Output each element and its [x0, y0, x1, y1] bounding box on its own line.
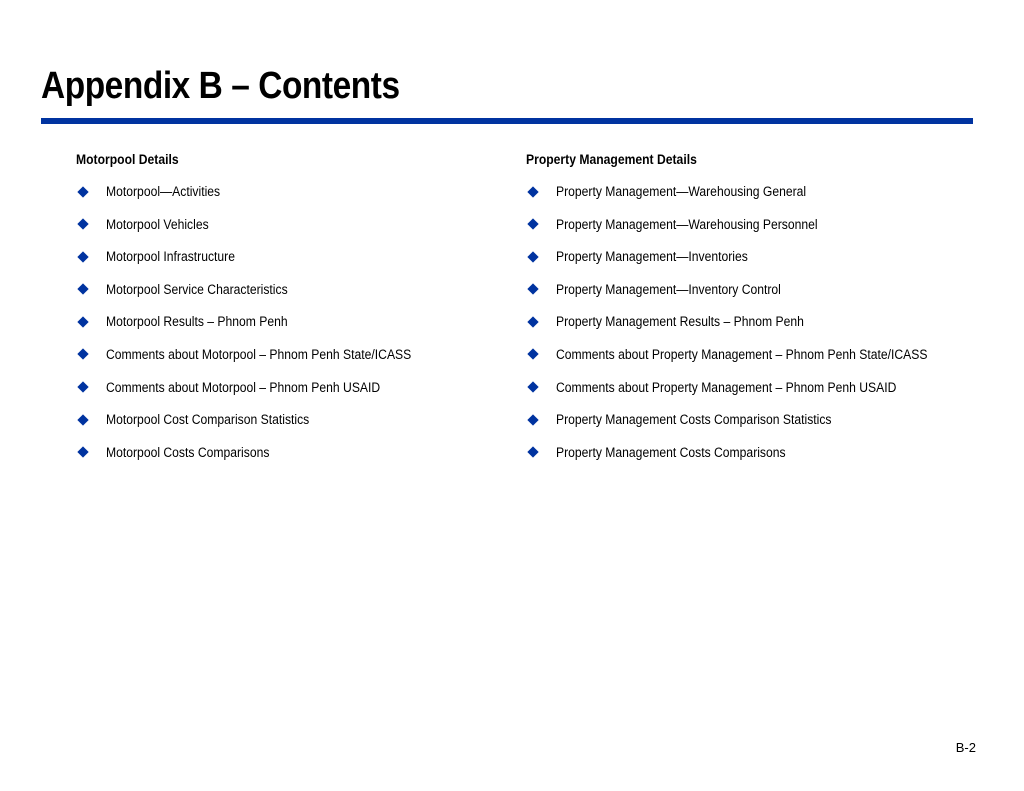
list-item: [76, 445, 496, 461]
motorpool-column: [76, 152, 496, 477]
list-item: [526, 314, 946, 330]
diamond-bullet-icon: [527, 251, 538, 262]
list-item-label: Property Management Results – Phnom Penh: [556, 314, 804, 330]
list-item: [526, 445, 946, 461]
diamond-bullet-icon: [527, 414, 538, 425]
motorpool-list: [76, 184, 496, 461]
list-item-label: Property Management Costs Comparisons: [556, 444, 786, 460]
list-item: [76, 249, 496, 265]
diamond-bullet-icon: [77, 186, 88, 197]
list-item: [76, 314, 496, 330]
list-item-label: Motorpool Vehicles: [106, 216, 209, 232]
list-item: [526, 184, 946, 200]
list-item-label: Motorpool Costs Comparisons: [106, 444, 270, 460]
diamond-bullet-icon: [527, 381, 538, 392]
diamond-bullet-icon: [77, 381, 88, 392]
list-item-label: Comments about Motorpool – Phnom Penh USAID: [106, 379, 381, 395]
list-item: [526, 412, 946, 428]
diamond-bullet-icon: [77, 414, 88, 425]
diamond-bullet-icon: [77, 349, 88, 360]
list-item: [526, 380, 946, 396]
diamond-bullet-icon: [77, 284, 88, 295]
list-item: [76, 184, 496, 200]
diamond-bullet-icon: [77, 218, 88, 229]
list-item-label: Property Management—Inventories: [556, 249, 748, 265]
diamond-bullet-icon: [527, 284, 538, 295]
diamond-bullet-icon: [527, 186, 538, 197]
list-item-label: Motorpool—Activities: [106, 184, 221, 199]
property-management-list: [526, 184, 946, 461]
list-item-label: Comments about Motorpool – Phnom Penh State/ICASS: [106, 346, 412, 362]
list-item: [76, 380, 496, 396]
list-item: [526, 217, 946, 233]
list-item-label: Motorpool Service Characteristics: [106, 281, 288, 297]
list-item-label: Motorpool Results – Phnom Penh: [106, 314, 288, 330]
list-item-label: Comments about Property Management – Phnom Penh State/ICASS: [556, 346, 928, 362]
list-item-label: Property Management Costs Comparison Statistics: [556, 412, 832, 428]
list-item: [76, 282, 496, 298]
list-item-label: Property Management—Inventory Control: [556, 281, 781, 297]
property-management-heading: Property Management Details: [526, 152, 697, 167]
motorpool-heading: Motorpool Details: [76, 152, 179, 167]
diamond-bullet-icon: [527, 316, 538, 327]
diamond-bullet-icon: [527, 218, 538, 229]
diamond-bullet-icon: [77, 316, 88, 327]
list-item: [526, 249, 946, 265]
list-item-label: Comments about Property Management – Phnom Penh USAID: [556, 379, 897, 395]
diamond-bullet-icon: [527, 447, 538, 458]
page-number: B-2: [955, 740, 976, 755]
page-title: Appendix B – Contents: [41, 65, 400, 107]
title-divider: [41, 118, 973, 124]
list-item-label: Property Management—Warehousing Personnel: [556, 216, 818, 232]
diamond-bullet-icon: [77, 251, 88, 262]
list-item: [76, 217, 496, 233]
list-item-label: Motorpool Cost Comparison Statistics: [106, 412, 310, 428]
list-item-label: Motorpool Infrastructure: [106, 249, 235, 265]
list-item: [76, 347, 496, 363]
list-item: [76, 412, 496, 428]
diamond-bullet-icon: [77, 447, 88, 458]
list-item: [526, 347, 946, 363]
list-item-label: Property Management—Warehousing General: [556, 184, 807, 199]
diamond-bullet-icon: [527, 349, 538, 360]
property-management-column: [526, 152, 946, 477]
list-item: [526, 282, 946, 298]
